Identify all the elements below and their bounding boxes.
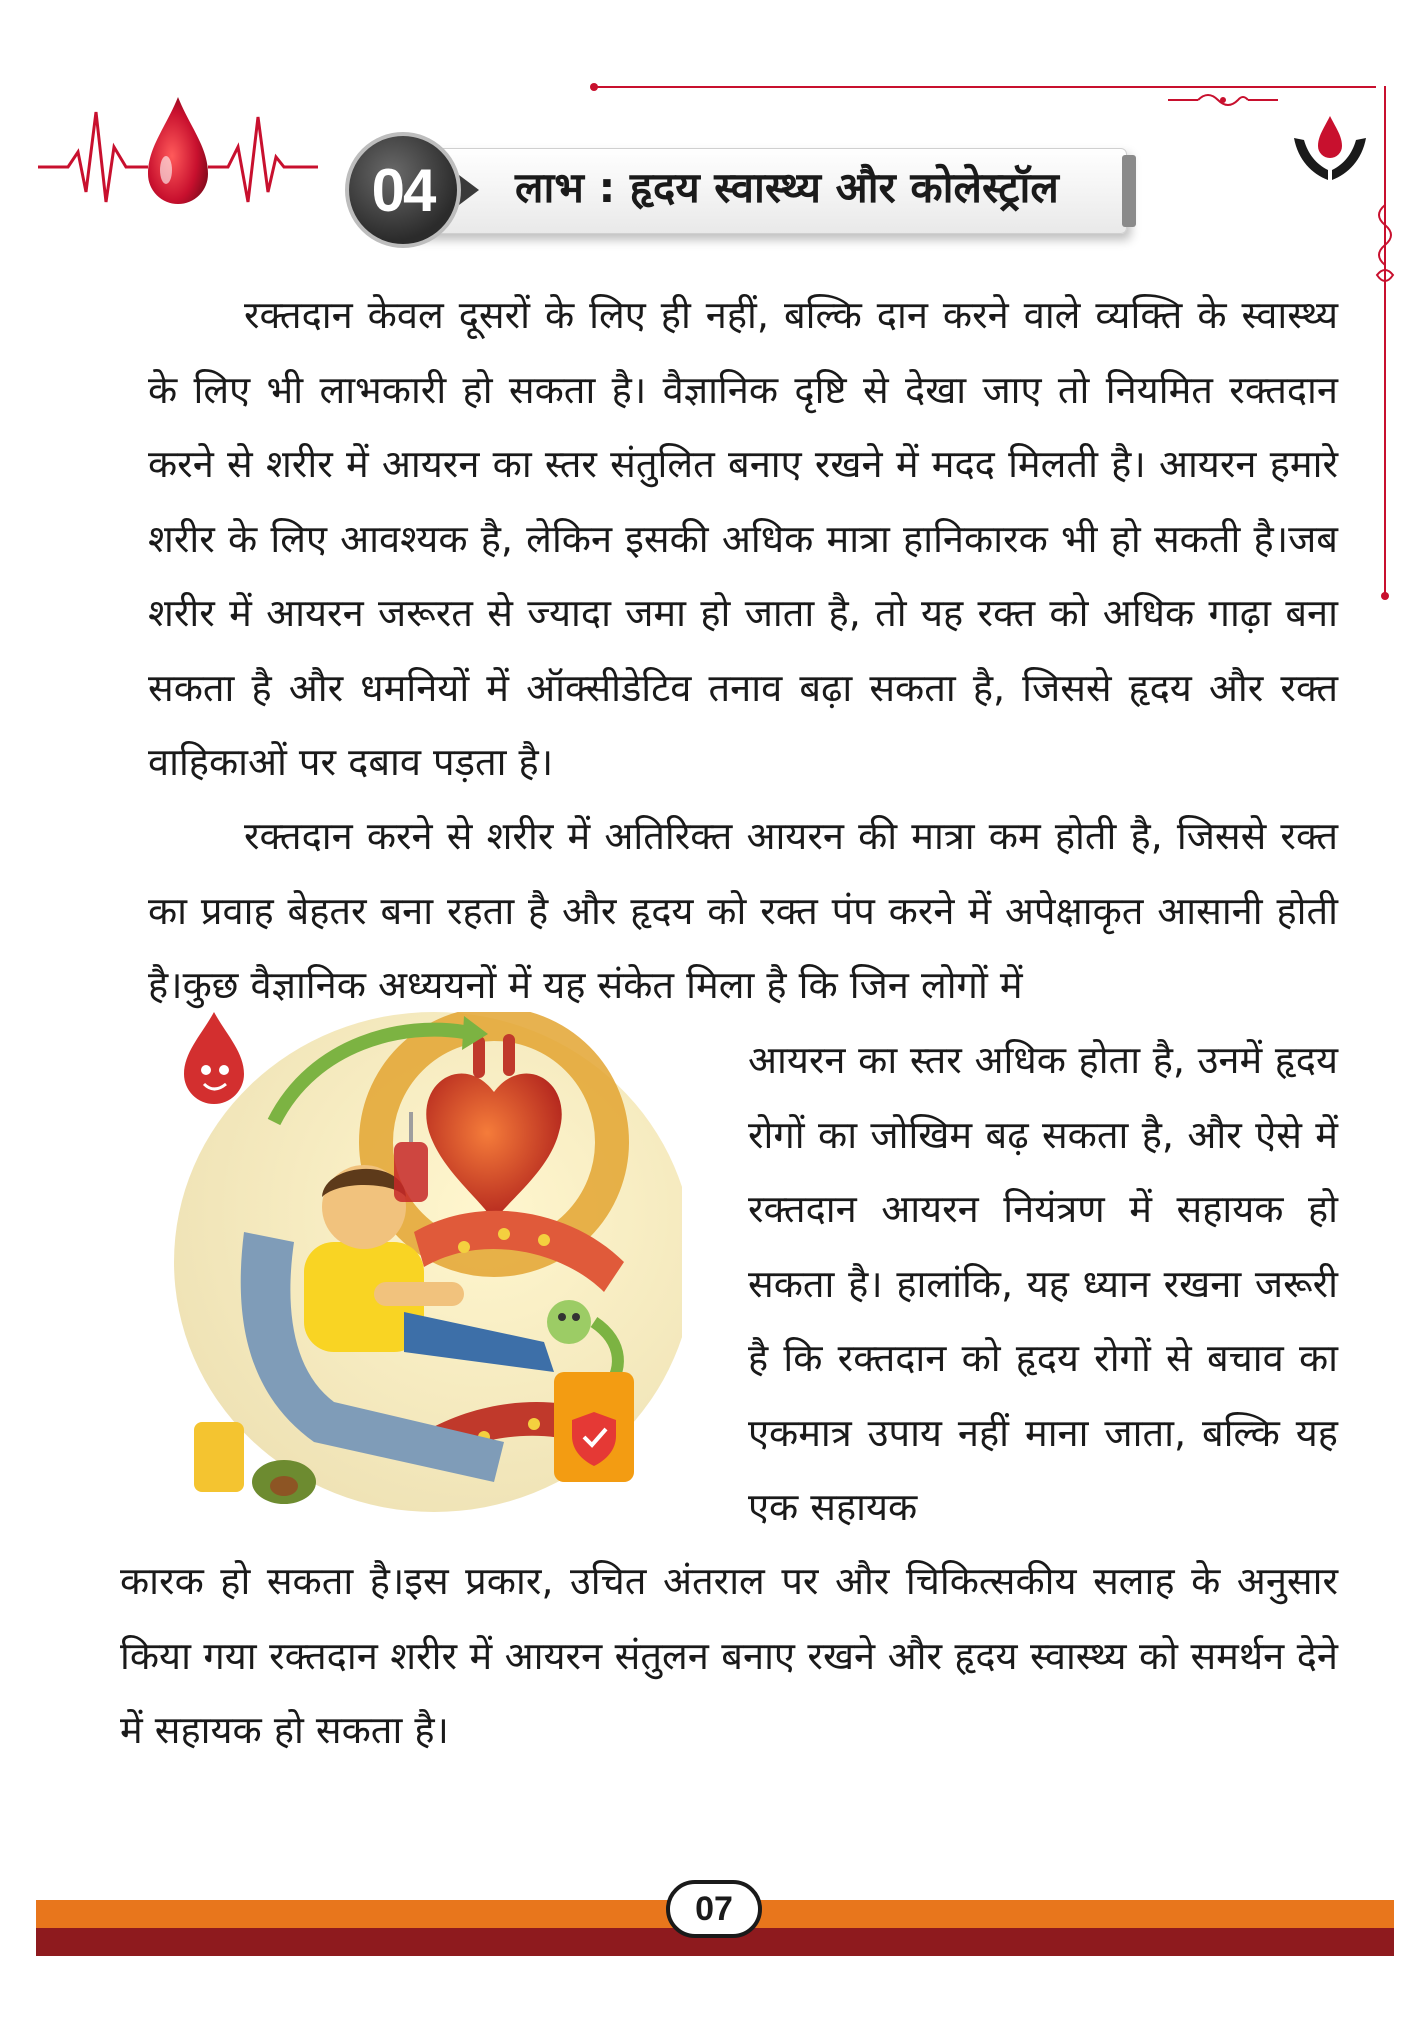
section-title: लाभ : हृदय स्वास्थ्य और कोलेस्ट्रॉल [515,163,1059,212]
paragraph-4: कारक हो सकता है।इस प्रकार, उचित अंतराल पर और चिकित्सकीय सलाह के अनुसार किया गया रक्तदान शरीर में आयरन संतुलन बनाए रखने और हृदय स्वास्थ्य को समर्थन देने में सहायक हो सकता है। [120,1559,1338,1752]
paragraph-3: आयरन का स्तर अधिक होता है, उनमें हृदय रोगों का जोखिम बढ़ सकता है, और ऐसे में रक्तदान आयरन नियंत्रण में सहायक हो सकता है। हालांकि, यह ध्यान रखना जरूरी है कि रक्तदान को हृदय रोगों से बचाव का एकमात्र उपाय नहीं माना जाता, बल्कि यह एक सहायक [748,1038,1338,1529]
page-number: 07 [666,1880,762,1938]
hands-holding-drop-icon [1290,108,1370,188]
ornament-side-icon [1370,195,1400,295]
ornament-top-icon [1168,88,1278,112]
blood-donation-heart-illustration [164,1012,682,1520]
section-number: 04 [345,132,461,248]
blood-drop-heartbeat-icon [38,92,318,222]
frame-right-line [1384,86,1386,596]
paragraph-1: रक्तदान केवल दूसरों के लिए ही नहीं, बल्कि दान करने वाले व्यक्ति के स्वास्थ्य के लिए भी लाभकारी हो सकता है। वैज्ञानिक दृष्टि से देखा जाए तो नियमित रक्तदान करने से शरीर में आयरन का स्तर संतुलित बनाए रखने में मदद मिलती है। आयरन हमारे शरीर के लिए आवश्यक है, लेकिन इसकी अधिक मात्रा हानिकारक भी हो सकती है।जब शरीर में आयरन जरूरत से ज्यादा जमा हो जाता है, तो यह रक्त को अधिक गाढ़ा बना सकता है और धमनियों में ऑक्सीडेटिव तनाव बढ़ा सकता है, जिससे हृदय और रक्त वाहिकाओं पर दबाव पड़ता है। [148,293,1338,784]
paragraph-2: रक्तदान करने से शरीर में अतिरिक्त आयरन की मात्रा कम होती है, जिससे रक्त का प्रवाह बेहतर बना रहता है और हृदय को रक्त पंप करने में अपेक्षाकृत आसानी होती है।कुछ वैज्ञानिक अध्ययनों में यह संकेत मिला है कि जिन लोगों में [148,814,1338,1007]
section-header [345,132,1145,250]
